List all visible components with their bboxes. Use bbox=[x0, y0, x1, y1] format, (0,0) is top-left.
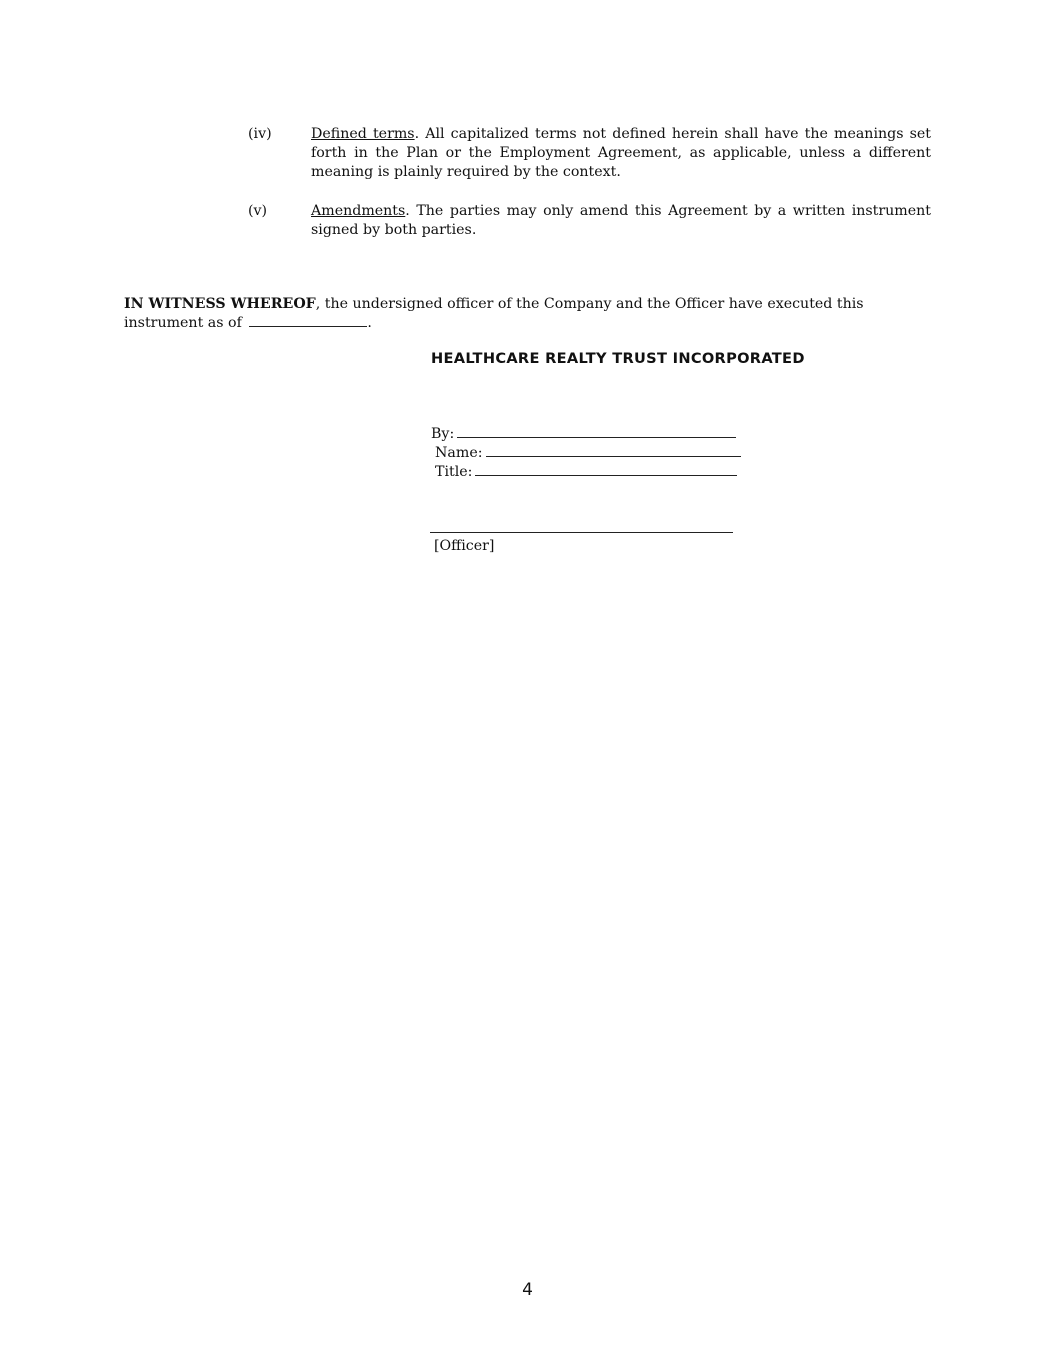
item-iv-body: . All capitalized terms not defined herein shall have the meanings set forth in the Plan or the Employment Agreement, as applicable, unless a different meaning is plainly required by the context. bbox=[311, 126, 931, 180]
title-label: Title: bbox=[435, 464, 473, 480]
officer-signature-line bbox=[430, 532, 733, 533]
by-line bbox=[431, 425, 736, 444]
item-iv-heading: Defined terms bbox=[311, 126, 415, 142]
witness-lead: IN WITNESS WHEREOF bbox=[124, 296, 316, 312]
item-iv-number: (iv) bbox=[248, 126, 272, 142]
title-blank bbox=[475, 463, 737, 476]
witness-text: , the undersigned officer of the Company and the Officer have executed this instrument as of bbox=[124, 296, 864, 331]
name-line bbox=[435, 444, 741, 463]
by-blank bbox=[457, 425, 736, 438]
by-label: By: bbox=[431, 426, 455, 442]
officer-label: [Officer] bbox=[434, 538, 495, 554]
date-blank bbox=[249, 314, 367, 327]
item-v-paragraph bbox=[311, 202, 931, 240]
item-v-number: (v) bbox=[248, 203, 268, 219]
name-label: Name: bbox=[435, 445, 483, 461]
title-line bbox=[435, 463, 737, 482]
name-blank bbox=[486, 444, 741, 457]
page-number: 4 bbox=[522, 1280, 533, 1300]
item-v-body: . The parties may only amend this Agreement by a written instrument signed by both parties. bbox=[311, 203, 931, 238]
item-v-heading: Amendments bbox=[311, 203, 406, 219]
item-iv-paragraph bbox=[311, 125, 931, 182]
company-name: HEALTHCARE REALTY TRUST INCORPORATED bbox=[431, 350, 805, 367]
witness-paragraph bbox=[124, 295, 884, 333]
witness-end: . bbox=[367, 315, 372, 331]
